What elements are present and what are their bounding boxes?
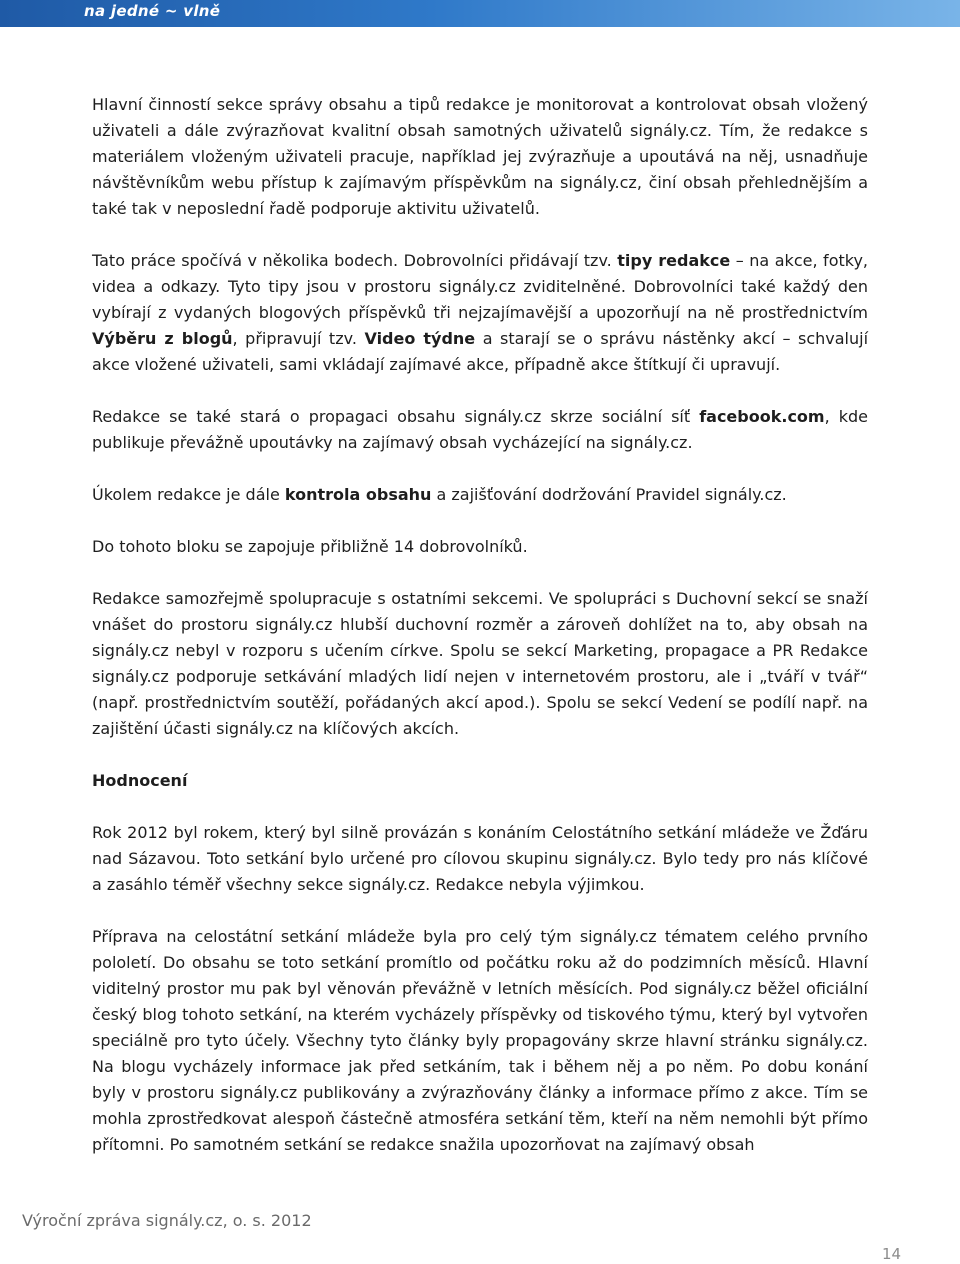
paragraph-intro: Hlavní činností sekce správy obsahu a tipů redakce je monitorovat a kontrolovat obsah vložený uživateli a dále zvýrazňovat kvalitní obsah samotných uživatelů signály.cz. Tím, že redakce s materiálem vloženým uživateli pracuje, například jej zvýrazňuje a upoutává na něj, usnadňuje návštěvníkům webu přístup k zajímavým příspěvkům na signály.cz, činí obsah přehlednějším a také tak v neposlední řadě podporuje aktivitu uživatelů. <box>92 95 868 218</box>
paragraph-rok-2012: Rok 2012 byl rokem, který byl silně provázán s konáním Celostátního setkání mládeže ve Žďáru nad Sázavou. Toto setkání bylo určené pro cílovou skupinu signály.cz. Bylo tedy pro nás klíčové a zasáhlo téměř všechny sekce signály.cz. Redakce nebyla výjimkou. <box>92 823 868 894</box>
paragraph-text: , připravují tzv. <box>232 329 365 348</box>
page-number: 14 <box>882 1245 902 1263</box>
tipy-redakce-term: tipy redakce <box>617 251 731 270</box>
facebook-term: facebook.com <box>699 407 825 426</box>
paragraph-text: Redakce se také stará o propagaci obsahu signály.cz skrze sociální síť <box>92 407 700 426</box>
vyber-z-blogu-term: Výběru z blogů <box>92 329 233 348</box>
paragraph-text: a zajišťování dodržování Pravidel signály.cz. <box>431 485 787 504</box>
footer-report-title: Výroční zpráva signály.cz, o. s. 2012 <box>22 1211 312 1230</box>
paragraph-control <box>92 482 868 508</box>
document-body <box>92 92 868 1158</box>
header-title: na jedné ~ vlně <box>84 2 221 20</box>
paragraph-tasks <box>92 248 868 378</box>
paragraph-facebook <box>92 404 868 456</box>
video-tydne-term: Video týdne <box>364 329 476 348</box>
paragraph-text: a starají se o správu nástěnky akcí – schvalují akce vložené uživateli, sami vkládají zajímavé akce, případně akce štítkují či upravují. <box>92 329 869 374</box>
paragraph-cooperation: Redakce samozřejmě spolupracuje s ostatními sekcemi. Ve spolupráci s Duchovní sekcí se snaží vnášet do prostoru signály.cz hlubší duchovní rozměr a zároveň dohlížet na to, aby obsah na signály.cz nebyl v rozporu s učením církve. Spolu se sekcí Marketing, propagace a PR Redakce signály.cz podporuje setkávání mladých lidí nejen v internetovém prostoru, ale i „tváří v tvář“ (např. prostřednictvím soutěží, pořádaných akcí apod.). Spolu se sekcí Vedení se podílí např. na zajištění účasti signály.cz na klíčových akcích. <box>92 589 868 738</box>
section-heading-hodnoceni: Hodnocení <box>92 771 188 790</box>
header-band <box>0 0 960 27</box>
paragraph-text: Úkolem redakce je dále <box>92 485 285 504</box>
paragraph-text: – na akce, fotky, videa a odkazy. Tyto tipy jsou v prostoru signály.cz zviditelněné. Dobrovolníci také každý den vybírají z vydaných blogových příspěvků tři nejzajímavější a upozorňují na ně prostřednictvím <box>92 251 869 322</box>
paragraph-text: Tato práce spočívá v několika bodech. Dobrovolníci přidávají tzv. <box>92 251 618 270</box>
kontrola-obsahu-term: kontrola obsahu <box>284 485 432 504</box>
paragraph-priprava: Příprava na celostátní setkání mládeže byla pro celý tým signály.cz tématem celého prvního pololetí. Do obsahu se toto setkání promítlo od počátku roku až do podzimních měsíců. Hlavní viditelný prostor mu pak byl věnován převážně v letních měsících. Pod signály.cz běžel oficiální český blog tohoto setkání, na kterém vycházely příspěvky od tiskového týmu, který byl vytvořen speciálně pro tyto účely. Všechny tyto články byly propagovány skrze hlavní stránku signály.cz. Na blogu vycházely informace jak před setkáním, tak i během něj a po něm. Po dobu konání byly v prostoru signály.cz publikovány a zvýrazňovány články a informace přímo z akce. Tím se mohla zprostředkovat alespoň částečně atmosféra setkání těm, kteří na něm nemohli být přímo přítomni. Po samotném setkání se redakce snažila upozorňovat na zajímavý obsah <box>92 927 868 1154</box>
paragraph-text: , kde publikuje převážně upoutávky na zajímavý obsah vycházející na signály.cz. <box>92 407 868 452</box>
paragraph-volunteers: Do tohoto bloku se zapojuje přibližně 14 dobrovolníků. <box>92 537 528 556</box>
